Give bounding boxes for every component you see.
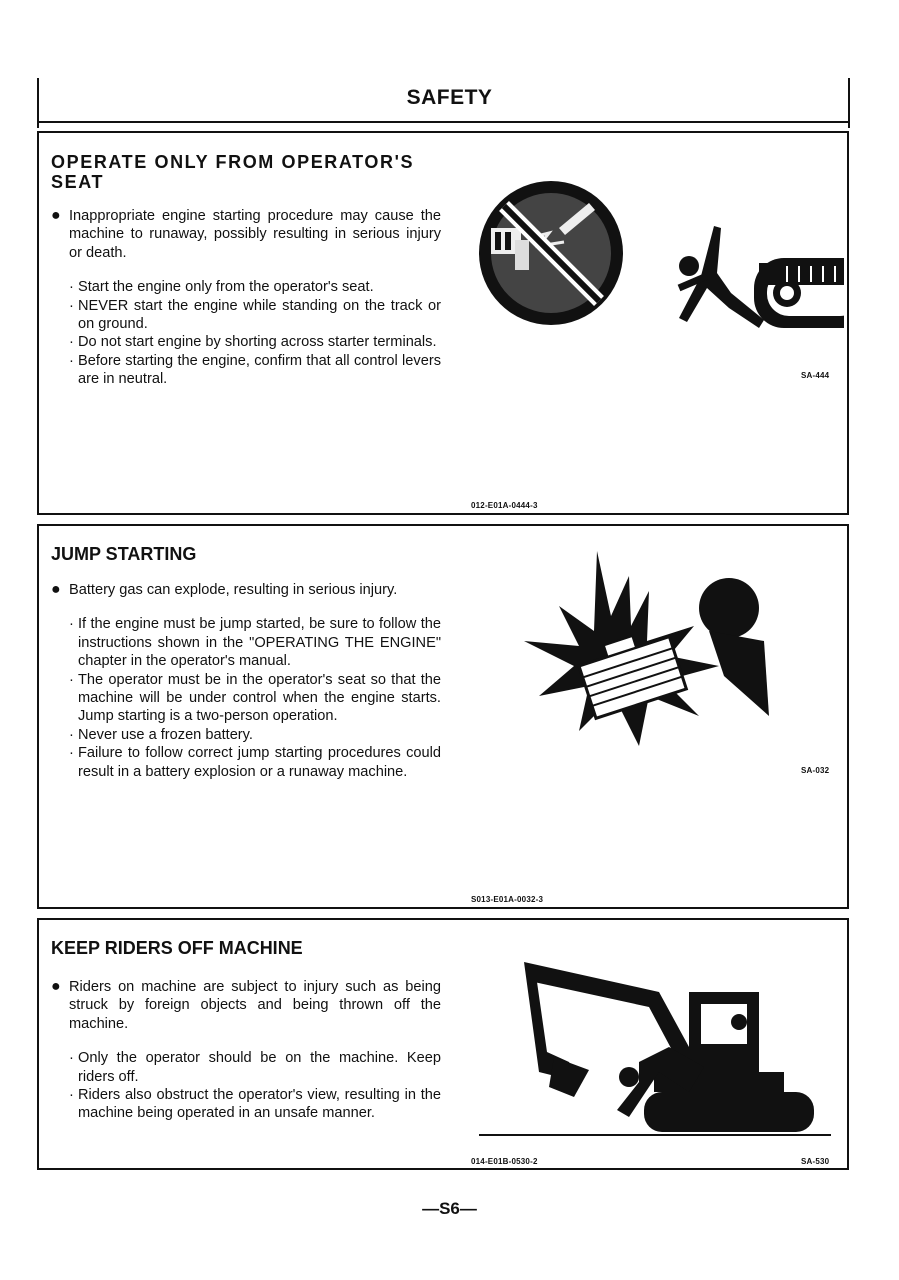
instruction-list [51, 1049, 441, 1123]
figure-code: SA-032 [801, 766, 830, 775]
battery-explosion-icon [519, 546, 779, 761]
bullet-text: Battery gas can explode, resulting in serious injury. [69, 582, 398, 598]
list-item: · Never use a frozen battery. [69, 726, 253, 743]
bullet-dot: ● [51, 207, 61, 224]
section-title: JUMP STARTING [51, 544, 197, 564]
document-code: 014-E01B-0530-2 [471, 1157, 538, 1166]
list-item: · Do not start engine by shorting across starter terminals. [69, 334, 437, 351]
list-item: · Only the operator should be on the machine. Keep riders off. [69, 1050, 441, 1085]
figure-code: SA-530 [801, 1157, 830, 1166]
section-title: OPERATE ONLY FROM OPERATOR'S SEAT [51, 152, 415, 192]
instruction-list [51, 278, 441, 388]
no-starter-shorting-icon [469, 158, 844, 368]
excavator-rider-icon [479, 952, 839, 1142]
list-item: · The operator must be in the operator's seat so that the machine will be under control when the engine starts. Jump starting is a two-person operation. [69, 671, 441, 725]
header-rule-bottom [37, 121, 850, 123]
bullet-dot: ● [51, 581, 61, 598]
warning-bullet [51, 978, 441, 1033]
page-number: —S6— [422, 1199, 477, 1218]
section-text [51, 581, 441, 781]
bullet-text: Inappropriate engine starting procedure may cause the machine to runaway, possibly resulting in serious injury or death. [69, 208, 441, 261]
list-item: · NEVER start the engine while standing on the track or on ground. [69, 297, 441, 333]
section-text [51, 978, 441, 1123]
document-code: 012-E01A-0444-3 [471, 501, 538, 510]
bullet-text: Riders on machine are subject to injury such as being struck by foreign objects and being thrown off the machine. [69, 979, 441, 1032]
instruction-list [51, 615, 441, 781]
warning-bullet [51, 207, 441, 262]
figure-code: SA-444 [801, 371, 830, 380]
list-item: · Before starting the engine, confirm that all control levers are in neutral. [69, 352, 441, 388]
page-title: SAFETY [406, 86, 493, 109]
section-operate-from-seat [37, 131, 849, 515]
warning-bullet [51, 581, 441, 599]
section-title: KEEP RIDERS OFF MACHINE [51, 938, 303, 958]
bullet-dot: ● [51, 978, 61, 995]
section-text [51, 207, 441, 389]
list-item: · Riders also obstruct the operator's view, resulting in the machine being operated in an unsafe manner. [69, 1087, 441, 1122]
document-code: S013-E01A-0032-3 [471, 895, 544, 904]
section-jump-starting [37, 524, 849, 909]
section-keep-riders-off [37, 918, 849, 1170]
list-item: · Start the engine only from the operator's seat. [69, 279, 374, 296]
list-item: · If the engine must be jump started, be sure to follow the instructions shown in the "OPERATING THE ENGINE" chapter in the operator's manual. [69, 616, 441, 670]
list-item: · Failure to follow correct jump starting procedures could result in a battery explosion or a runaway machine. [69, 745, 441, 780]
